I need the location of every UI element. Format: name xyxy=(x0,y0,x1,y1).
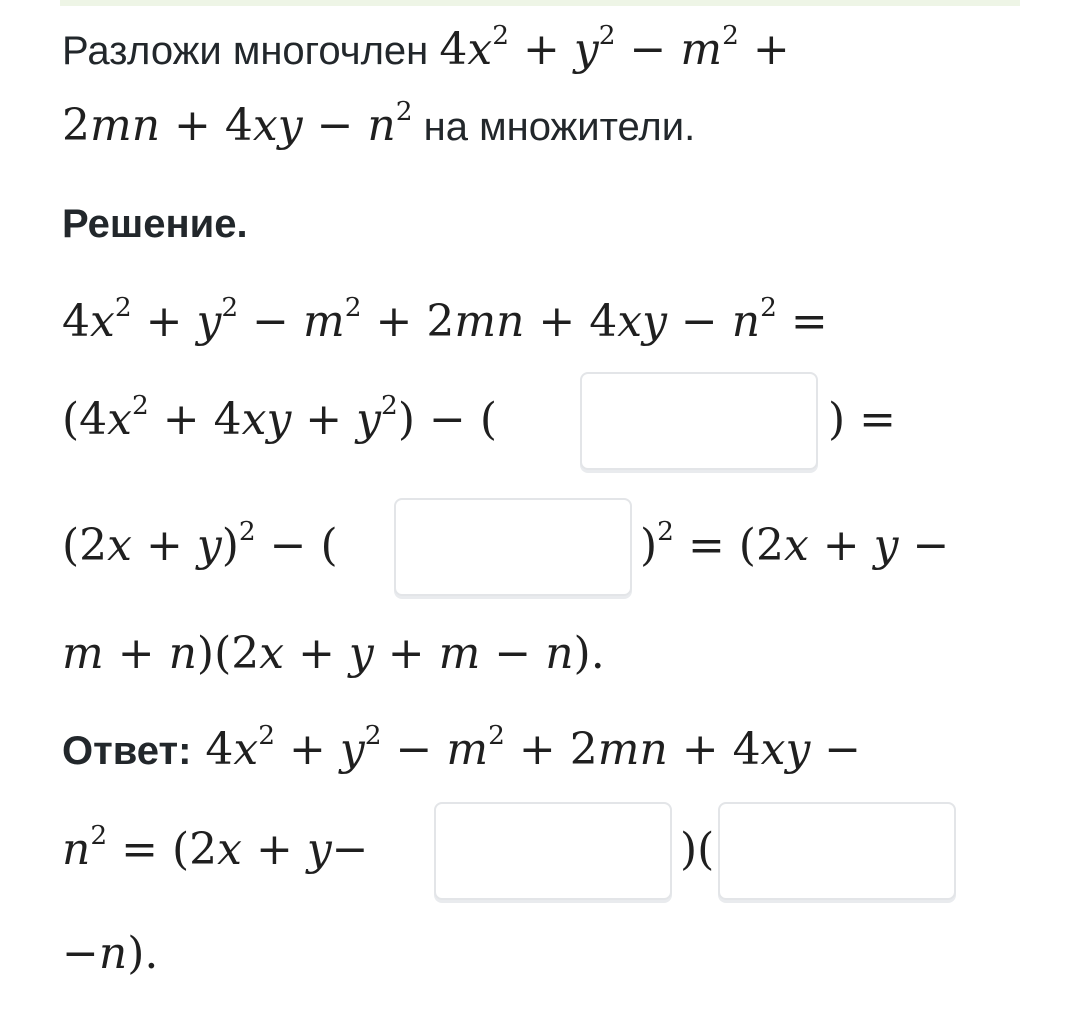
answer-expression-part-1: $4x^2 + y^2 - m^2 + 2mn + 4xy$ − xyxy=(191,720,862,775)
answer-input-3[interactable] xyxy=(434,802,672,900)
solution-line-3-right: )$^2$ = (2x + y − xyxy=(640,516,950,571)
answer-input-1[interactable] xyxy=(580,372,818,470)
answer-input-4[interactable] xyxy=(718,802,956,900)
answer-line-1 xyxy=(62,720,862,775)
task-suffix: на множители. xyxy=(412,105,696,149)
answer-label: Ответ: xyxy=(62,729,192,773)
answer-line-3: −n). xyxy=(62,928,159,979)
solution-line-4: m + n)(2x + y + m − n). xyxy=(62,628,605,679)
solution-line-2-left: $(4x^2 + 4xy + y^2)$ − ( xyxy=(62,390,497,445)
solution-line-1: $4x^2 + y^2 - m^2 + 2mn + 4xy - n^2$ = xyxy=(62,292,828,347)
solution-line-3-left: $(2x + y)^2$ − ( xyxy=(62,516,338,571)
task-prefix: Разложи многочлен xyxy=(62,29,440,73)
solution-line-2-right: ) = xyxy=(828,394,897,445)
top-accent-strip xyxy=(60,0,1020,6)
task-expression-part-2: $2mn + 4xy - n^2$ xyxy=(62,96,413,151)
answer-line-2-left: $n^2 = (2x + y-$ xyxy=(62,820,369,875)
answer-line-2-middle: )( xyxy=(680,824,715,875)
task-expression-part-1: $4x^2 + y^2 - m^2$ + xyxy=(439,20,790,75)
solution-heading: Решение. xyxy=(62,202,248,246)
task-line-1 xyxy=(62,20,790,75)
task-line-2 xyxy=(62,96,696,151)
answer-input-2[interactable] xyxy=(394,498,632,596)
